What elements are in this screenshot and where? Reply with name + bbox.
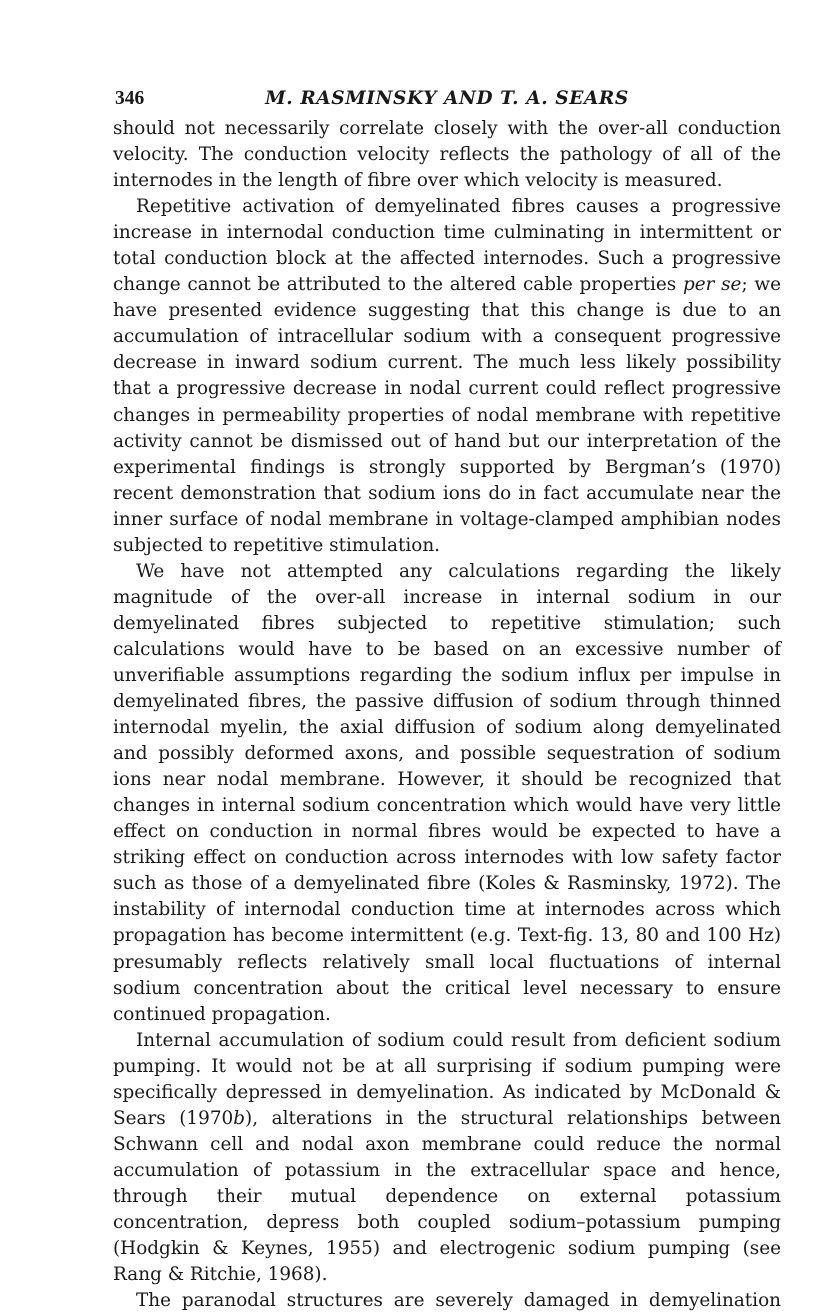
paragraph-text: Repetitive activation of demyelinated fibres causes a progressive increase in internodal conduction time culminating in intermittent or total conduction block at the affected internodes. Such a progressive change cannot be attributed to the altered cable properties [113,196,781,296]
journal-page [113,84,781,1314]
italic-term: per se [682,274,742,296]
paragraph [113,194,781,559]
body-text [113,116,781,1314]
paragraph-continued [113,116,781,194]
italic-term: b [233,1107,246,1129]
running-head-authors: M. RASMINSKY AND T. A. SEARS [265,88,629,109]
running-head [113,84,781,114]
paragraph-text: We have not attempted any calculations regarding the likely magnitude of the over-all increase in internal sodium in our demyelinated fibres subjected to repetitive stimulation; such calculations would have to be based on an excessive number of unverifiable assumptions regarding the sodium influx per impulse in demyelinated fibres, the passive diffusion of sodium through thinned internodal myelin, the axial diffusion of sodium along demyelinated and possibly deformed axons, and possible sequestration of sodium ions near nodal membrane. However, it should be recognized that changes in internal sodium concentration which would have very little effect on conduction in normal fibres would be expected to have a striking effect on conduction across internodes with low safety factor such as those of a demyelinated fibre (Koles & Rasminsky, 1972). The instability of internodal conduction time at internodes across which propagation has become intermittent (e.g. Text-fig. 13, 80 and 100 Hz) presumably reflects relatively small local fluctuations of internal sodium concentration about the critical level necessary to ensure continued propagation. [113,560,781,1025]
paragraph-text: ; we have presented evidence suggesting that this change is due to an accumulation of intracellular sodium with a consequent progressive decrease in inward sodium current. The much less likely possibility that a progressive decrease in nodal current could reflect progressive changes in permeability properties of nodal membrane with repetitive activity cannot be dismissed out of hand but our interpretation of the experimental findings is strongly supported by Bergman’s (1970) recent demonstration that sodium ions do in fact accumulate near the inner surface of nodal membrane in voltage-clamped amphibian nodes subjected to repetitive stimulation. [113,274,781,556]
paragraph-text: The paranodal structures are severely damaged in demyelination [136,1290,781,1312]
paragraph-text: ), alterations in the structural relationships between Schwann cell and nodal axon membrane could reduce the normal accumulation of potassium in the extracellular space and hence, through their mutual dependence on external potassium concentration, depress both coupled sodium–potassium pumping (Hodgkin & Keynes, 1955) and electrogenic sodium pumping (see Rang & Ritchie, 1968). [113,1107,782,1286]
paragraph [113,1288,781,1314]
paragraph-text: should not necessarily correlate closely with the over-all conduction velocity. The conduction velocity reflects the pathology of all of the internodes in the length of fibre over which velocity is measured. [113,118,781,192]
paragraph [113,559,781,1028]
paragraph [113,1028,781,1288]
page-number: 346 [115,88,145,109]
paragraph-text: Internal accumulation of sodium could result from deficient sodium pumping. It would not be at all surprising if sodium pumping were specifically depressed in demyelination. As indicated by McDonald & Sears (1970 [113,1029,781,1129]
